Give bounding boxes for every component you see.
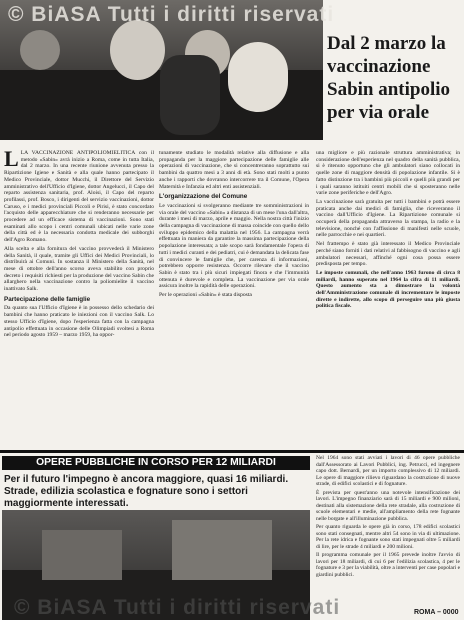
section-subhead: Per il futuro l'impegno è ancora maggiore, quasi 16 miliardi. Strade, edilizia scolastica e fognature sono i settori maggiormente interessati.: [4, 474, 289, 509]
article-paragraph: La vaccinazione sarà gratuita per tutti i bambini e potrà essere praticata anche dai medici di famiglia, che riceveranno il vaccino dall'Ufficio d'Igiene. La Ripartizione comunale si occuperà della propaganda attraverso la stampa, la radio e la televisione, nonché con l'affissione di manifesti nelle scuole, nelle parrocchie e nei quartieri.: [316, 198, 460, 239]
article-column-1: [4, 150, 154, 450]
page-footer: ROMA – 0000: [414, 609, 459, 616]
article-paragraph: Per le operazioni «Sabin» è stata disposta: [159, 292, 252, 299]
article-paragraph: Le vaccinazioni si svolgeranno mediante tre somministrazioni in via orale del vaccino «Sabin» a distanza di un mese l'una dall'altra, durante i mesi di marzo, aprile e maggio. Nella nostra città l'inizio della campagna di vaccinazione di massa coincide con quello dello sviluppo epidemico della malattia nel 1956. La campagna verrà effettuata in maniera da garantire la massima partecipazione della popolazione interessata; a tale scopo sarà fondamentale l'opera di tutti i medici curanti e dei pediatri, cui è demandata la delicata fase di convincere le famiglie che, per carenza di informazioni, potrebbero opporre resistenza. Occorre rilevare che il vaccino Sabin è stato tra i più sicuri impiegati finora e che l'immunità ottenuta è durevole e completa. La vaccinazione per via orale assicura inoltre la rapidità delle operazioni.: [159, 202, 309, 290]
watermark-top: © BiASA Tutti i diritti riservati: [8, 3, 335, 26]
page-headline: Dal 2 marzo la vaccinazione Sabin antipolio per via orale: [327, 33, 451, 123]
article-paragraph: Alla scelta e alla fornitura del vaccino provvederà il Ministero della Sanità, il quale, tramite gli Uffici dei Medici Provinciali, lo distribuirà ai Comuni. In sostanza il Ministero della Sanità, nel mese di ottobre dell'anno scorso aveva stabilito con proprio decreto i requisiti richiesti per la produzione del vaccino Sabin che allarghero nella vaccinazione contro la poliomielite il vaccino inattivato Salk.: [4, 245, 154, 293]
article-paragraph-bold: Le imposte comunali, che nell'anno 1963 furono di circa 8 miliardi, hanno superato nel 1964 la cifra di 11 miliardi. Questo aumento sta a dimostrare la volontà dell'Amministrazione comunale di incrementare le imposte dirette e indirette, allo scopo di perseguire una più giusta politica fiscale.: [316, 269, 460, 310]
article-paragraph: Per quanto riguarda le opere già in corso, 178 edifici scolastici sono stati consegnati, mentre altri 54 sono in via di ultimazione. Per la rete idrica e fognante sono stati impegnati oltre 5 miliardi di lire, per le strade 4 miliardi e 200 milioni.: [316, 524, 460, 550]
article-paragraph: Nel 1964 sono stati avviati i lavori di 46 opere pubbliche dall'Assessorato ai Lavori Pubblici, ing. Petrucci, ed ingegnere capo dott. Bernardi, per un importo complessivo di 12 miliardi. Le opere di maggiore rilievo riguardano la costruzione di nuove strade, di edifici scolastici e di fognature.: [316, 455, 460, 487]
article-column-2: [159, 150, 309, 450]
article-paragraph: LLA VACCINAZIONE ANTIPOLIOMIELITICA con il metodo «Sabin» avrà inizio a Roma, come in tutta Italia, dal 2 marzo. In una recente riunione avvenuta presso la Ripartizione Igiene e Sanità e alla quale hanno partecipato il Medico Provinciale, dottor Mucchi, il Direttore del Servizio amministrativo dell'Ufficio d'Igiene, dottor Angelucci, il Capo del reparto assistenza sanitaria, prof. Aloisi, il Capo del reparto profilassi, prof. Bosco, i dirigenti del servizio vaccinazioni, dottor Caruso, e i medici provinciali Piccoli e Pirisi, è stato concordato l'acquisto delle apparecchiature che si renderanno necessarie per procedere ad un efficace sistema di vaccinazioni. Sono stati esaminati allo scopo i centri comunali ubicati nelle varie zone della città ed è la necessaria condotta medicale dei subborghi dell'Agro Romano.: [4, 150, 154, 244]
article-paragraph: Da quanto sua l'Ufficio d'Igiene è in possesso dello schedario dei bambini che hanno praticato le iniezioni con il vaccino Salk. Lo stesso Ufficio d'Igiene, dopo l'esperienza fatta con la campagna antipolio effettuata in occasione delle Olimpiadi svoltesi a Roma nel periodo agosto 1959 – marzo 1959, ha oppor-: [4, 305, 154, 339]
article-paragraph: Nel frattempo è stato già interessato il Medico Provinciale perché siano forniti i dati relativi al fabbisogno di vaccino e agli ambulatori necessari, affinché ogni cosa possa essere predisposta per tempo.: [316, 241, 460, 268]
article-column-4: [316, 455, 460, 609]
article-paragraph: Il programma comunale per il 1965 prevede inoltre l'avvio di lavori per 18 miliardi, di cui 6 per l'edilizia scolastica, 4 per le fognature e 3 per la viabilità, oltre a interventi per case popolari e giardini pubblici.: [316, 552, 460, 578]
article-paragraph: una migliore e più razionale struttura amministrativa; in considerazione dell'esperienza nel quadro della sanità pubblica, si è ritenuto opportuno che gli ambulatori siano collocati in quelle zone di maggiore densità di popolazione infantile. Si è fatto distinzione tra i bambini più piccoli e quelli più grandi per i quali saranno istituiti centri mobili che si sposteranno nelle varie zone periferiche e dell'Agro.: [316, 150, 460, 197]
article-column-3: [316, 150, 460, 450]
section-title: OPERE PUBBLICHE IN CORSO PER 12 MILIARDI: [2, 456, 310, 470]
subheading-families: Partecipazione delle famiglie: [4, 295, 91, 303]
subheading-organization: L'organizzazione del Comune: [159, 193, 248, 201]
drop-cap: L: [4, 150, 19, 171]
watermark-bottom: © BiASA Tutti i diritti riservati: [14, 596, 341, 619]
section-divider: [0, 450, 464, 453]
article-paragraph: tunamente studiato le modalità relative alla diffusione e alla propaganda per la maggiore partecipazione delle famiglie alle operazioni di vaccinazione, che si concentreranno soprattutto sui bambini da quattro mesi a 3 anni di età. Sono stati molti a punto anche i rapporti che dovranno intercorrere tra il Comune, l'Opera Maternità e Infanzia ed altri enti assistenziali.: [159, 150, 309, 190]
article-paragraph: È prevista per quest'anno una notevole intensificazione dei lavori. L'impegno finanziario sarà di 15 miliardi e 900 milioni, destinati alla sistemazione della rete stradale, alla costruzione di scuole elementari e medie, all'ampliamento della rete fognante nelle borgate e all'illuminazione pubblica.: [316, 489, 460, 522]
